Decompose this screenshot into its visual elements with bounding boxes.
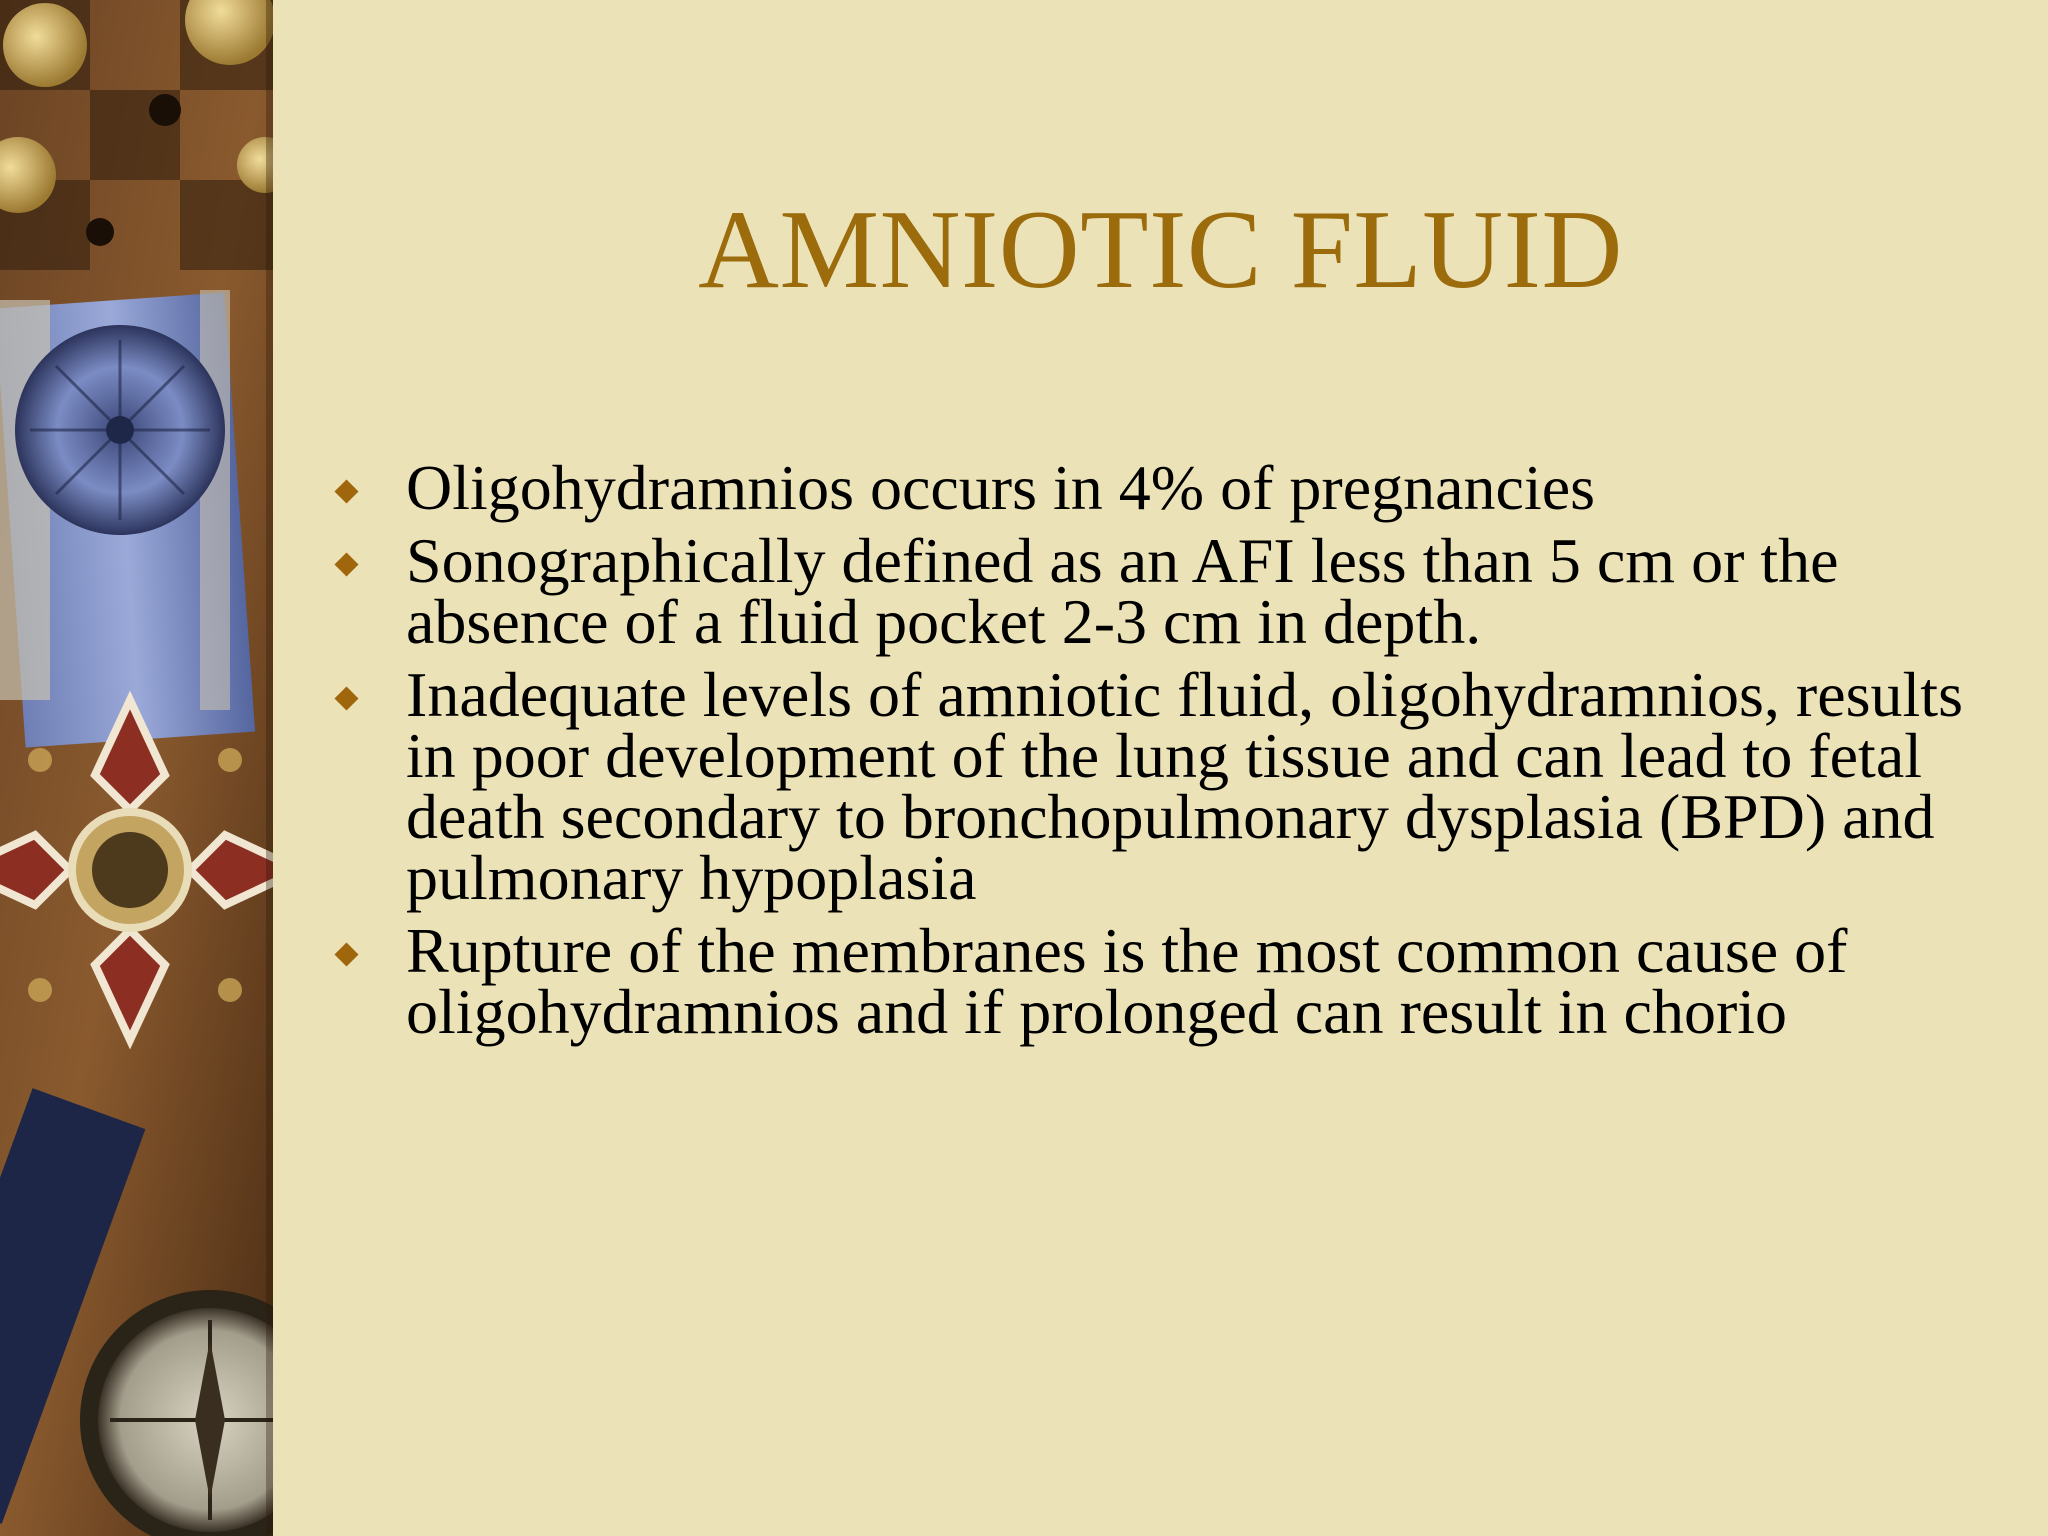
diamond-bullet-icon xyxy=(334,942,358,966)
bullet-text: Sonographically defined as an AFI less than 5 cm or the absence of a fluid pocket 2-3 cm in depth. xyxy=(406,525,1839,657)
bullet-text: Inadequate levels of amniotic fluid, oligohydramnios, results in poor development of the lung tissue and can lead to fetal death secondary to bronchopulmonary dysplasia (BPD) and pulmonary hypoplasia xyxy=(406,659,1963,913)
slide-title: AMNIOTIC FLUID xyxy=(698,188,1623,312)
diamond-bullet-icon xyxy=(334,686,358,710)
bullet-item xyxy=(338,659,1998,913)
diamond-bullet-icon xyxy=(334,552,358,576)
bullet-item xyxy=(338,915,1998,1047)
diamond-bullet-icon xyxy=(334,479,358,503)
bullet-item xyxy=(338,525,1998,657)
bullet-list xyxy=(338,452,1998,1054)
bullet-text: Rupture of the membranes is the most common cause of oligohydramnios and if prolonged can result in chorio xyxy=(406,915,1848,1047)
bullet-item xyxy=(338,452,1998,523)
bullet-text: Oligohydramnios occurs in 4% of pregnancies xyxy=(406,452,1596,523)
side-decorative-image xyxy=(0,0,273,1536)
